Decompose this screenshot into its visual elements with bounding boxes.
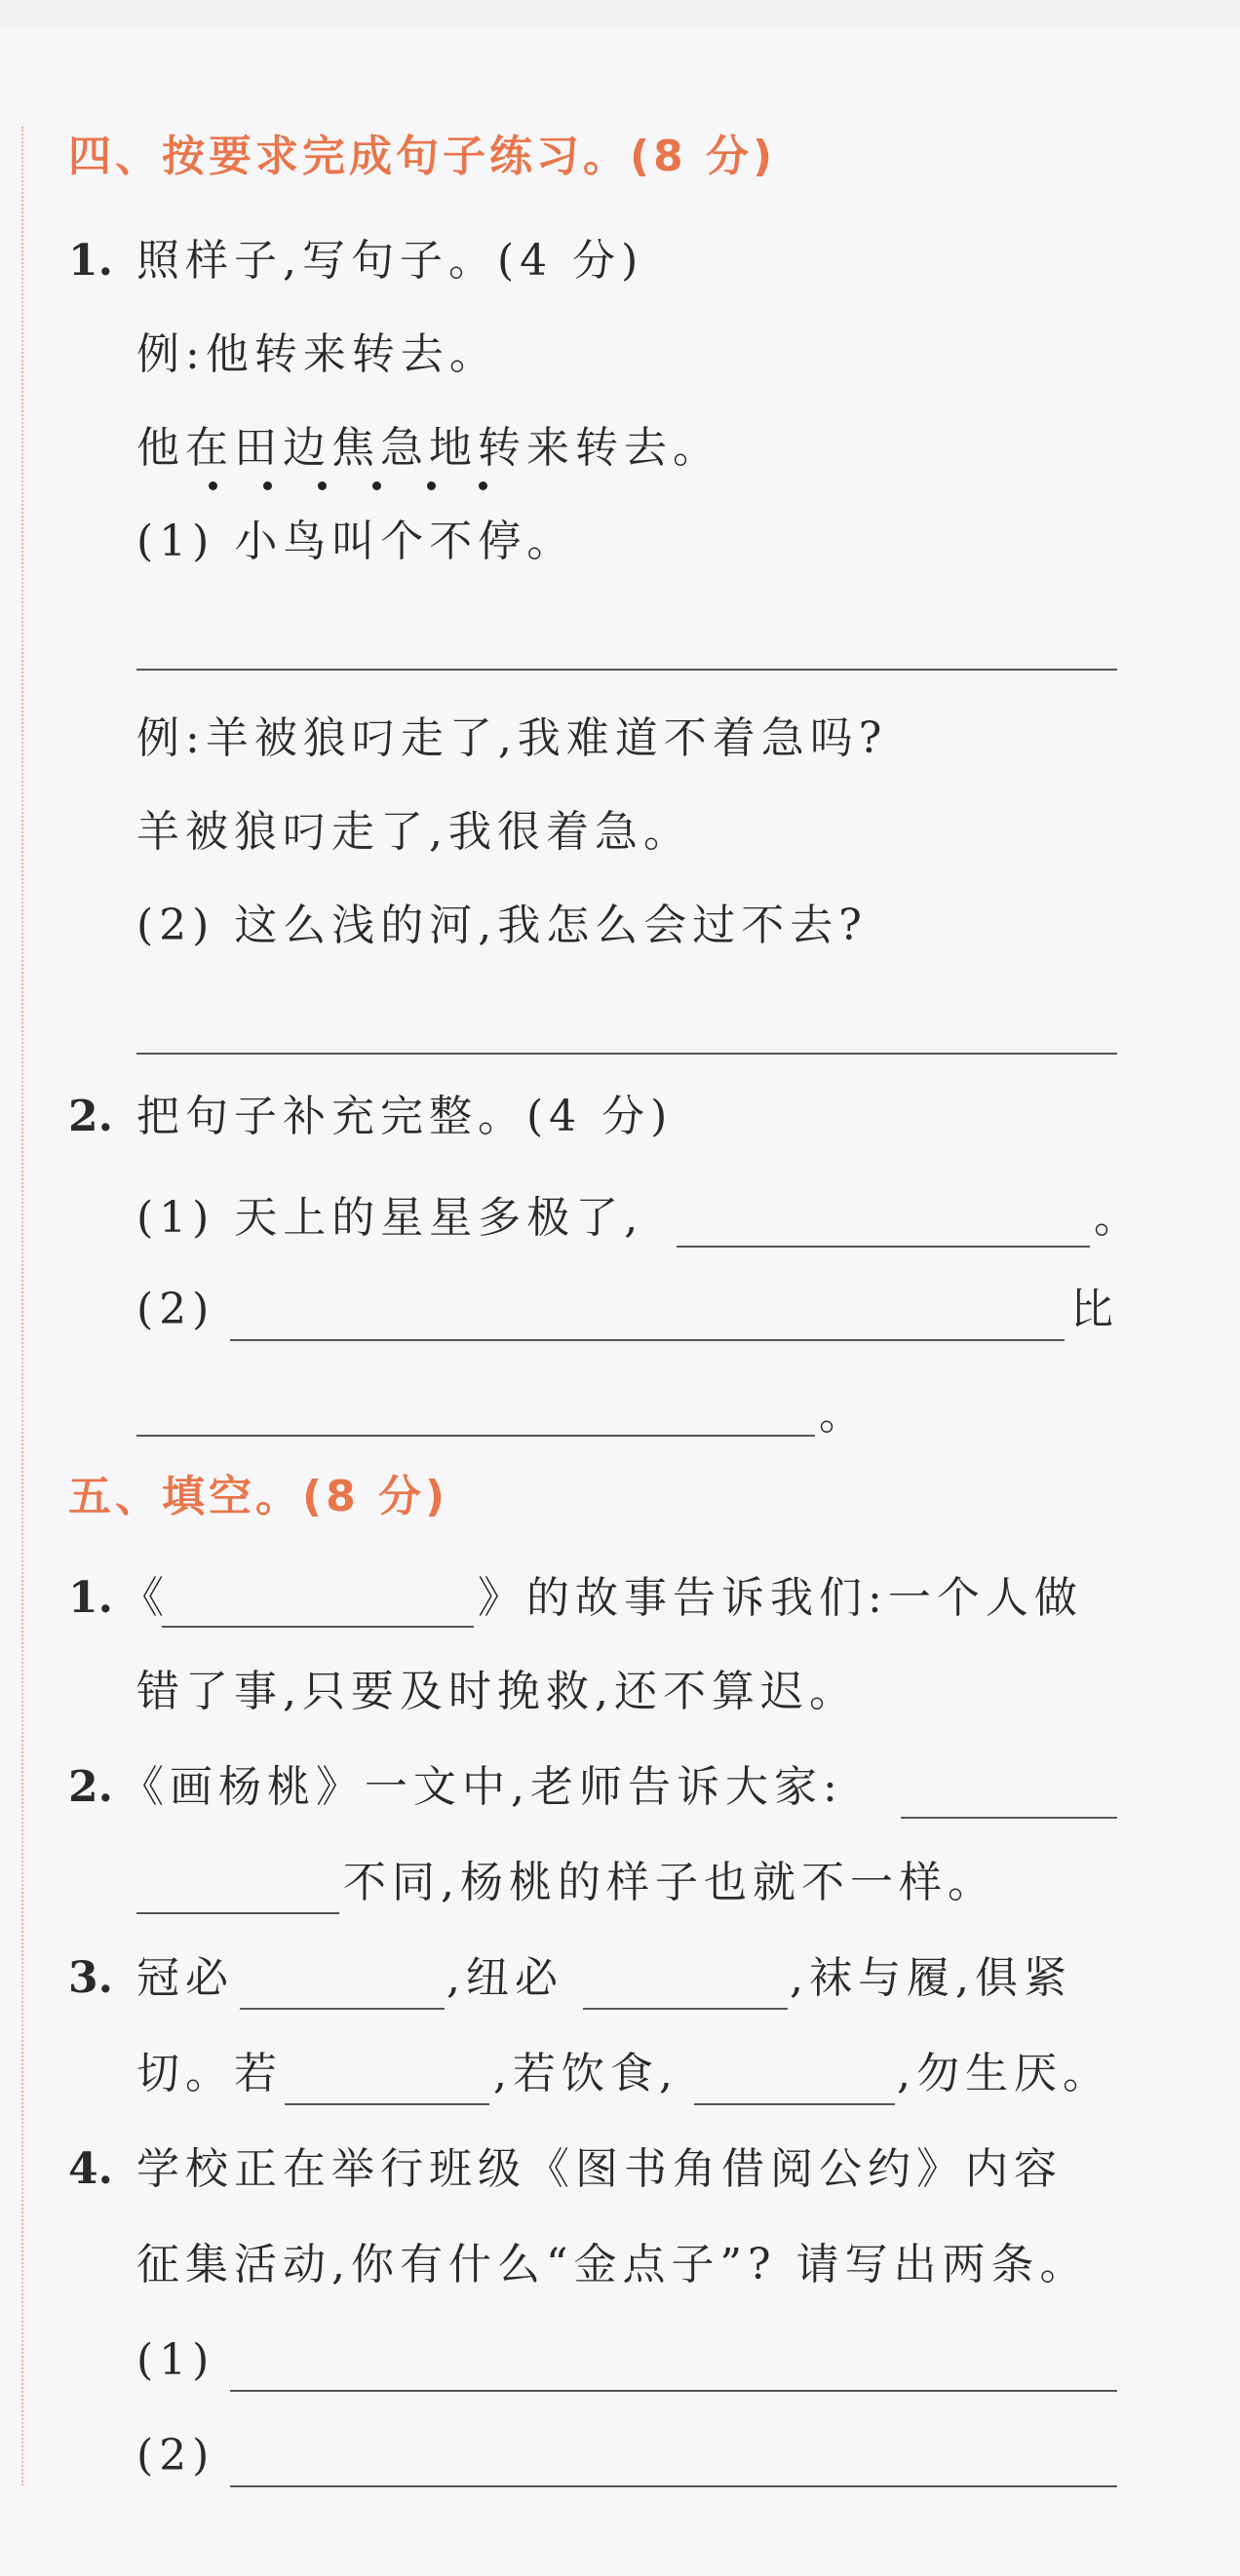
s5-q4-number: 4. — [68, 2144, 113, 2194]
answer-blank-s5-q2a[interactable] — [901, 1817, 1117, 1819]
s5-q4-line2: 征集活动,你有什么“金点子”? 请写出两条。 — [136, 2240, 1089, 2289]
s5-q1-open: 《 — [121, 1573, 170, 1623]
s4-q1-item1: (1) 小鸟叫个不停。 — [136, 517, 576, 566]
s5-q3-part-f: ,勿生厌。 — [897, 2049, 1111, 2098]
s5-q1-line2: 错了事,只要及时挽救,还不算迟。 — [136, 1667, 858, 1716]
s5-q3-part-b: ,纽必 — [446, 1953, 563, 2003]
answer-blank-q2-2b[interactable] — [136, 1435, 815, 1437]
s5-q1-close: 》的故事告诉我们:一个人做 — [478, 1573, 1083, 1623]
answer-blank-s5-q2b[interactable] — [136, 1912, 339, 1914]
s4-q2-item1-text: (1) 天上的星星多极了, — [136, 1193, 644, 1243]
answer-line-q1-1[interactable] — [136, 669, 1117, 671]
s4-q1-prompt: 照样子,写句子。(4 分) — [136, 236, 644, 286]
answer-blank-q2-1[interactable] — [677, 1246, 1090, 1248]
s4-q2-number: 2. — [68, 1092, 113, 1141]
s4-q1-example2-result: 羊被狼叼走了,我很着急。 — [136, 807, 692, 857]
page-top-band — [0, 0, 1240, 29]
s5-q2-number: 2. — [68, 1762, 113, 1812]
answer-line-q1-2[interactable] — [136, 1053, 1117, 1055]
s4-q2-item2-mid: 比 — [1070, 1285, 1119, 1334]
section-4-title: 四、按要求完成句子练习。(8 分) — [68, 132, 777, 181]
answer-line-s5-q4-1[interactable] — [230, 2390, 1117, 2392]
s4-q1-example1-result: 他在田边焦急地转来转去。 — [136, 423, 721, 473]
margin-rule — [21, 127, 23, 2485]
answer-blank-s5-q3d[interactable] — [694, 2103, 895, 2105]
answer-blank-s5-q3c[interactable] — [285, 2103, 489, 2105]
s4-q2-item2-label: (2) — [136, 1285, 215, 1334]
s5-q4-item1: (1) — [136, 2335, 215, 2385]
s5-q3-part-a: 冠必 — [136, 1953, 234, 2003]
answer-line-s5-q4-2[interactable] — [230, 2485, 1117, 2487]
s5-q3-number: 3. — [68, 1953, 113, 2003]
s4-q1-example2: 例:羊被狼叼走了,我难道不着急吗? — [136, 713, 888, 763]
answer-blank-s5-q3b[interactable] — [583, 2008, 788, 2010]
s4-q2-prompt: 把句子补充完整。(4 分) — [136, 1092, 674, 1141]
answer-blank-s5-q3a[interactable] — [240, 2008, 445, 2010]
answer-blank-s5-q1[interactable] — [162, 1626, 474, 1628]
s4-q2-item1-end: 。 — [1094, 1193, 1143, 1243]
s5-q2-text: 《画杨桃》一文中,老师告诉大家: — [121, 1762, 843, 1812]
s5-q3-part-c: ,袜与履,俱紧 — [790, 1953, 1072, 2003]
s5-q1-number: 1. — [68, 1573, 113, 1623]
s4-q1-example1: 例:他转来转去。 — [136, 329, 498, 379]
s5-q4-line1: 学校正在举行班级《图书角借阅公约》内容 — [136, 2144, 1063, 2194]
s5-q4-item2: (2) — [136, 2431, 215, 2480]
s5-q3-part-e: ,若饮食, — [493, 2049, 678, 2098]
s4-q2-item2-end: 。 — [819, 1390, 868, 1440]
answer-blank-q2-2a[interactable] — [230, 1339, 1065, 1341]
s4-q1-item2: (2) 这么浅的河,我怎么会过不去? — [136, 901, 868, 950]
section-5-title: 五、填空。(8 分) — [68, 1472, 449, 1521]
s4-q1-number: 1. — [68, 236, 113, 286]
s5-q3-part-d: 切。若 — [136, 2049, 283, 2098]
s5-q2-line2: 不同,杨桃的样子也就不一样。 — [343, 1858, 996, 1907]
